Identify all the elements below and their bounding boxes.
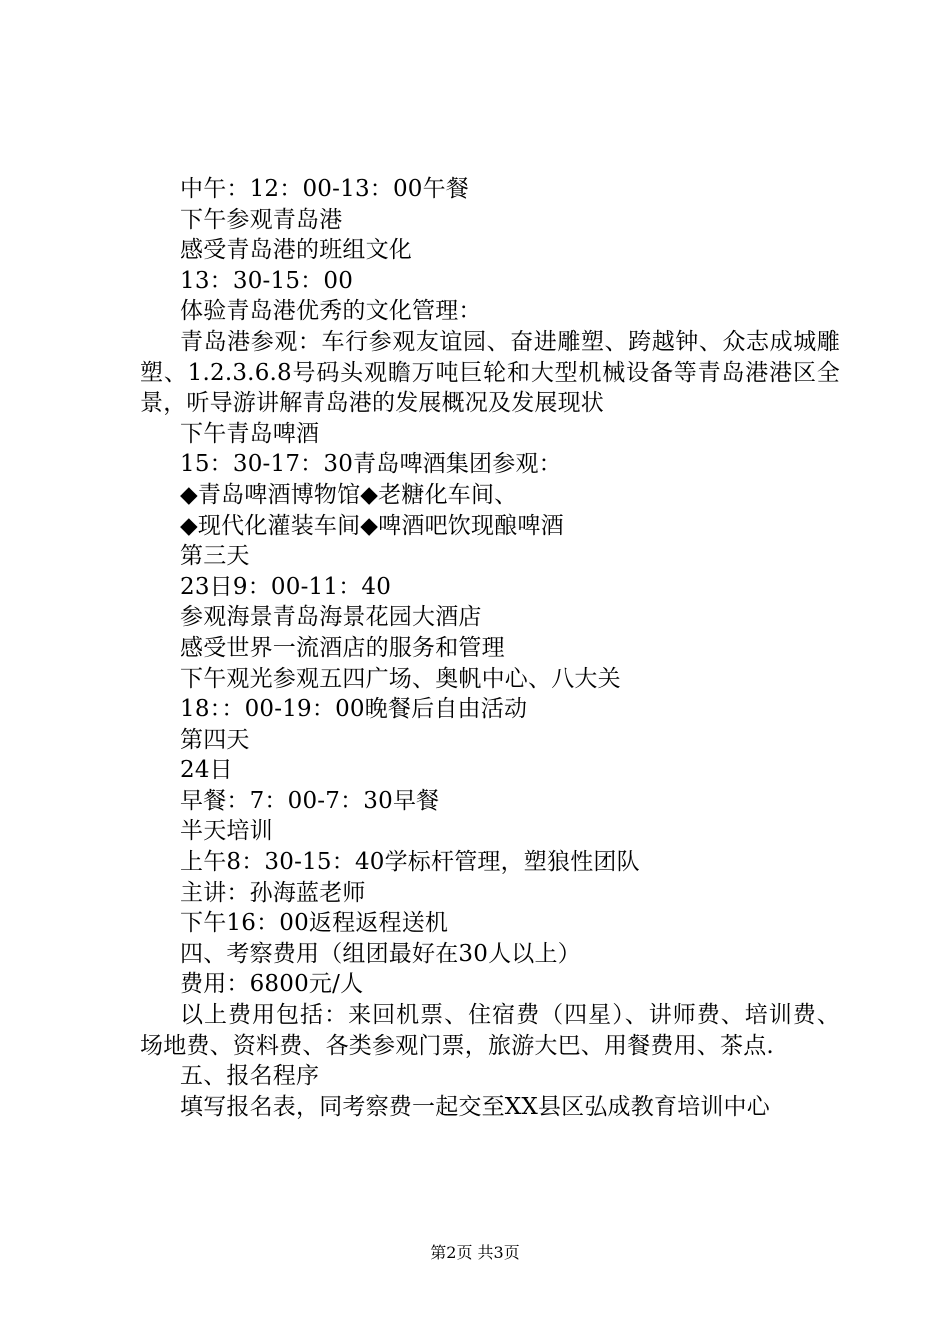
section-heading-registration: 五、报名程序 (180, 1063, 320, 1090)
text-line-breakfast: 早餐：7：00-7：30早餐 (180, 787, 440, 814)
text-line-dinner: 18：：00-19：00晚餐后自由活动 (180, 696, 528, 723)
text-line-lunch: 中午：12：00-13：00午餐 (180, 176, 470, 202)
text-line-23rd: 23日9：00-11：40 (180, 573, 392, 600)
paragraph-fee-includes: 以上费用包括：来回机票、住宿费（四星）、讲师费、培训费、场地费、资料费、各类参观门票，旅游大巴、用餐费用、茶点. (140, 1002, 840, 1059)
text-line-hotel-service: 感受世界一流酒店的服务和管理 (180, 634, 505, 661)
text-line-morning-training: 上午8：30-15：40学标杆管理，塑狼性团队 (180, 849, 640, 876)
text-line-speaker: 主讲：孙海蓝老师 (180, 879, 366, 906)
text-line-sightseeing: 下午观光参观五四广场、奥帆中心、八大关 (180, 665, 621, 692)
text-line-afternoon-port: 下午参观青岛港 (180, 206, 343, 233)
text-line-day-three: 第三天 (180, 543, 250, 570)
text-line-beer-museum: ◆青岛啤酒博物馆◆老糖化车间、 (180, 481, 518, 508)
text-line-half-day-training: 半天培训 (180, 818, 273, 845)
page-footer: 第2页 共3页 (430, 1243, 520, 1262)
text-line-hotel-visit: 参观海景青岛海景花园大酒店 (180, 604, 482, 631)
text-line-registration-instructions: 填写报名表，同考察费一起交至XX县区弘成教育培训中心 (180, 1093, 770, 1120)
text-line-beer-group-visit: 15：30-17：30青岛啤酒集团参观： (180, 451, 562, 478)
document-body (140, 174, 840, 1122)
text-line-culture-management: 体验青岛港优秀的文化管理： (180, 298, 482, 325)
text-line-return: 下午16：00返程返程送机 (180, 910, 449, 937)
text-line-afternoon-beer: 下午青岛啤酒 (180, 420, 320, 447)
text-line-fee-amount: 费用：6800元/人 (180, 971, 364, 998)
text-line-bottling: ◆现代化灌装车间◆啤酒吧饮现酿啤酒 (180, 512, 564, 539)
text-line-time: 13：30-15：00 (180, 267, 354, 294)
section-heading-fees: 四、考察费用（组团最好在30人以上） (180, 940, 581, 967)
paragraph-port-visit: 青岛港参观：车行参观友谊园、奋进雕塑、跨越钟、众志成城雕塑、1.2.3.6.8号码头观瞻万吨巨轮和大型机械设备等青岛港港区全景，听导游讲解青岛港的发展概况及发展现状 (140, 328, 840, 417)
text-line-24th: 24日 (180, 757, 233, 784)
text-line-day-four: 第四天 (180, 726, 250, 753)
text-line-port-culture: 感受青岛港的班组文化 (180, 237, 412, 264)
